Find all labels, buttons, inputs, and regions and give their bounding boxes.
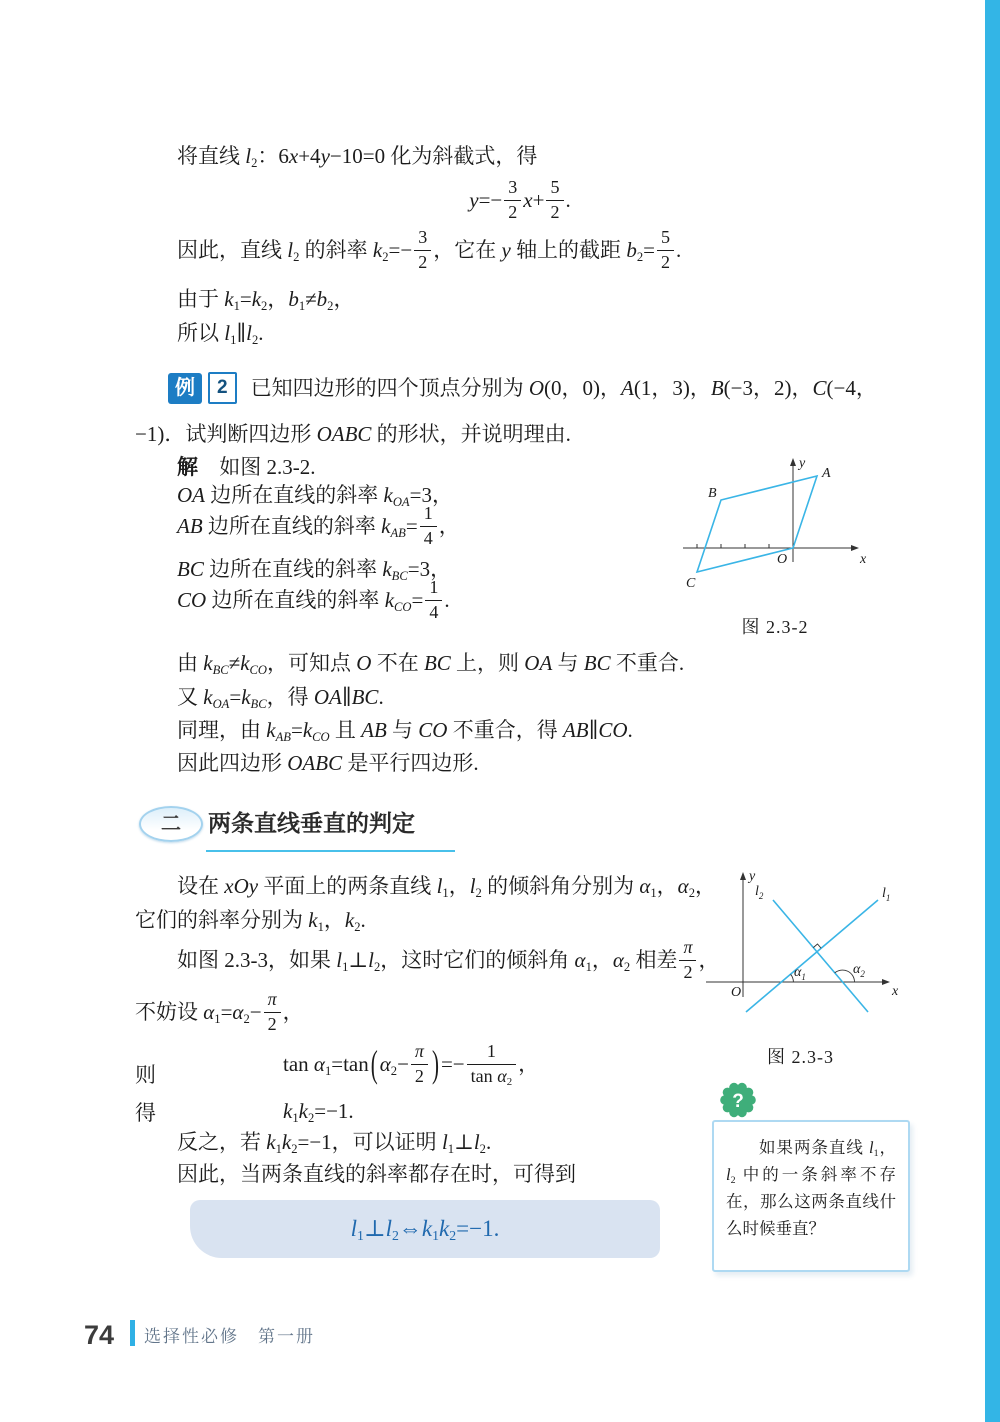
section-two-title: 两条直线垂直的判定 bbox=[206, 807, 455, 852]
line-l1-label: $l_1$ bbox=[882, 886, 891, 903]
section2-para1-line1: 设在 xOy 平面上的两条直线 $l_1$，$l_2$ 的倾斜角分别为 $\alpha_1$，$\alpha_2$， bbox=[177, 874, 716, 900]
intro-formula: y=− $\frac{3}{2}$ x+ $\frac{5}{2}$ . bbox=[469, 177, 571, 222]
intro-line-3: 由于 $k_1=k_2$，$b_1\ne b_2$， bbox=[177, 287, 355, 313]
angle-alpha2-label: $\alpha_2$ bbox=[853, 962, 865, 979]
point-a-label: A bbox=[822, 466, 831, 481]
right-angle-marker bbox=[813, 944, 821, 948]
section2-para3: 不妨设 $\alpha_1=\alpha_2-$ $\frac{\pi}{2}$ ， bbox=[135, 989, 304, 1034]
slope-line-co: CO 边所在直线的斜率 $k_{CO}=$ $\frac{1}{4}$ . bbox=[177, 577, 450, 622]
slope-line-ab: AB 边所在直线的斜率 $k_{AB}=$ $\frac{1}{4}$ ， bbox=[177, 503, 460, 548]
slope-line-oa: OA 边所在直线的斜率 $k_{OA}=3$， bbox=[177, 483, 453, 509]
line-l1 bbox=[746, 900, 878, 1012]
footer-divider bbox=[130, 1320, 135, 1346]
example-number: 2 bbox=[208, 372, 237, 404]
get-formula: $k_1k_2=-1$. bbox=[283, 1099, 354, 1125]
figure-2-3-3-plot bbox=[698, 862, 903, 1030]
figure-2-3-2-caption: 图 2.3-2 bbox=[741, 617, 809, 637]
figure-2-3-2-plot bbox=[675, 450, 875, 610]
then-label: 则 bbox=[135, 1063, 156, 1087]
get-label: 得 bbox=[135, 1101, 156, 1125]
figure-2-3-3-labels bbox=[731, 869, 899, 1000]
figure-2-3-2 bbox=[675, 450, 875, 640]
angle-alpha1-arc bbox=[791, 974, 794, 982]
section2-para7: 因此，当两条直线的斜率都存在时，可得到 bbox=[177, 1162, 576, 1186]
section2-para1-line2: 它们的斜率分别为 $k_1$，$k_2$. bbox=[135, 908, 366, 934]
origin-label: O bbox=[777, 552, 788, 567]
footer-book-title: 选择性必修 第一册 bbox=[144, 1327, 315, 1346]
point-b-label: B bbox=[708, 486, 717, 501]
y-axis-arrow-icon bbox=[790, 458, 796, 466]
example-tag: 例 bbox=[168, 373, 202, 404]
page-edge-strip bbox=[985, 0, 1000, 1422]
deduction-line-4: 因此四边形 OABC 是平行四边形. bbox=[177, 751, 479, 775]
conclusion-box bbox=[190, 1200, 660, 1258]
question-mark-icon bbox=[716, 1078, 760, 1122]
x-axis-arrow-icon bbox=[882, 979, 890, 985]
line-l2-label: $l_2$ bbox=[755, 884, 764, 901]
y-axis-label: y bbox=[799, 456, 806, 471]
figure-2-3-3-caption: 图 2.3-3 bbox=[767, 1047, 834, 1067]
deduction-line-1: 由 $k_{BC}\ne k_{CO}$，可知点 O 不在 BC 上，则 OA 与 BC 不重合. bbox=[177, 651, 685, 677]
slope-line-bc: BC 边所在直线的斜率 $k_{BC}=3$， bbox=[177, 557, 452, 583]
x-axis-arrow-icon bbox=[851, 545, 859, 551]
section2-para2: 如图 2.3-3，如果 $l_1\perp l_2$，这时它们的倾斜角 $\alpha_1$，$\alpha_2$ 相差 $\frac{\pi}{2}$ ， bbox=[177, 937, 720, 982]
deduction-line-3: 同理，由 $k_{AB}=k_{CO}$ 且 AB 与 CO 不重合，得 AB∥CO. bbox=[177, 718, 633, 744]
then-formula: $\tan \alpha_1=\tan(\alpha_2-$ $\frac{\pi}{2}$ )=− $\frac{1}{\tan \alpha_2}$ ， bbox=[283, 1041, 540, 1088]
solution-figure-ref: 如图 2.3-2. bbox=[219, 455, 316, 479]
y-axis-arrow-icon bbox=[740, 872, 746, 880]
x-axis-label: x bbox=[892, 984, 899, 999]
page-number: 74 bbox=[84, 1320, 115, 1350]
point-c-label: C bbox=[686, 576, 696, 591]
example-statement-line-1: 已知四边形的四个顶点分别为 O(0，0)，A(1，3)，B(−3，2)，C(−4， bbox=[250, 375, 877, 400]
thinking-question-box: 如果两条直线 $l_1$，$l_2$ 中的一条斜率不存在，那么这两条直线什么时候垂直？ bbox=[712, 1120, 910, 1272]
intro-line-1: 将直线 $l_2$：6x+4y−10=0 化为斜截式，得 bbox=[177, 144, 538, 170]
section2-para6: 反之，若 $k_1k_2=-1$，可以证明 $l_1\perp l_2$. bbox=[177, 1130, 492, 1156]
intro-line-4: 所以 $l_1\parallel l_2$. bbox=[177, 321, 264, 347]
conclusion-formula: $l_1\perp l_2\Leftrightarrow k_1k_2=-1$. bbox=[350, 1216, 500, 1244]
example-statement-line-2: −1)．试判断四边形 OABC 的形状，并说明理由. bbox=[135, 422, 571, 446]
y-axis-label: y bbox=[749, 869, 756, 884]
x-axis-label: x bbox=[860, 552, 867, 567]
intro-line-2: 因此，直线 $l_2$ 的斜率 $k_2=-$ $\frac{3}{2}$ ，它在 y 轴上的截距 $b_2=$ $\frac{5}{2}$ . bbox=[177, 227, 682, 272]
solution-label: 解 bbox=[177, 456, 198, 479]
solution-line bbox=[177, 452, 316, 483]
section-two-badge: 二 bbox=[139, 806, 203, 842]
example-2-heading bbox=[168, 372, 877, 404]
origin-label: O bbox=[731, 985, 742, 1000]
figure-2-3-3 bbox=[698, 862, 903, 1070]
deduction-line-2: 又 $k_{OA}=k_{BC}$，得 OA∥BC. bbox=[177, 685, 384, 711]
svg-text:?: ? bbox=[732, 1091, 744, 1112]
angle-alpha1-label: $\alpha_1$ bbox=[794, 965, 806, 982]
line-l2 bbox=[773, 900, 868, 1012]
